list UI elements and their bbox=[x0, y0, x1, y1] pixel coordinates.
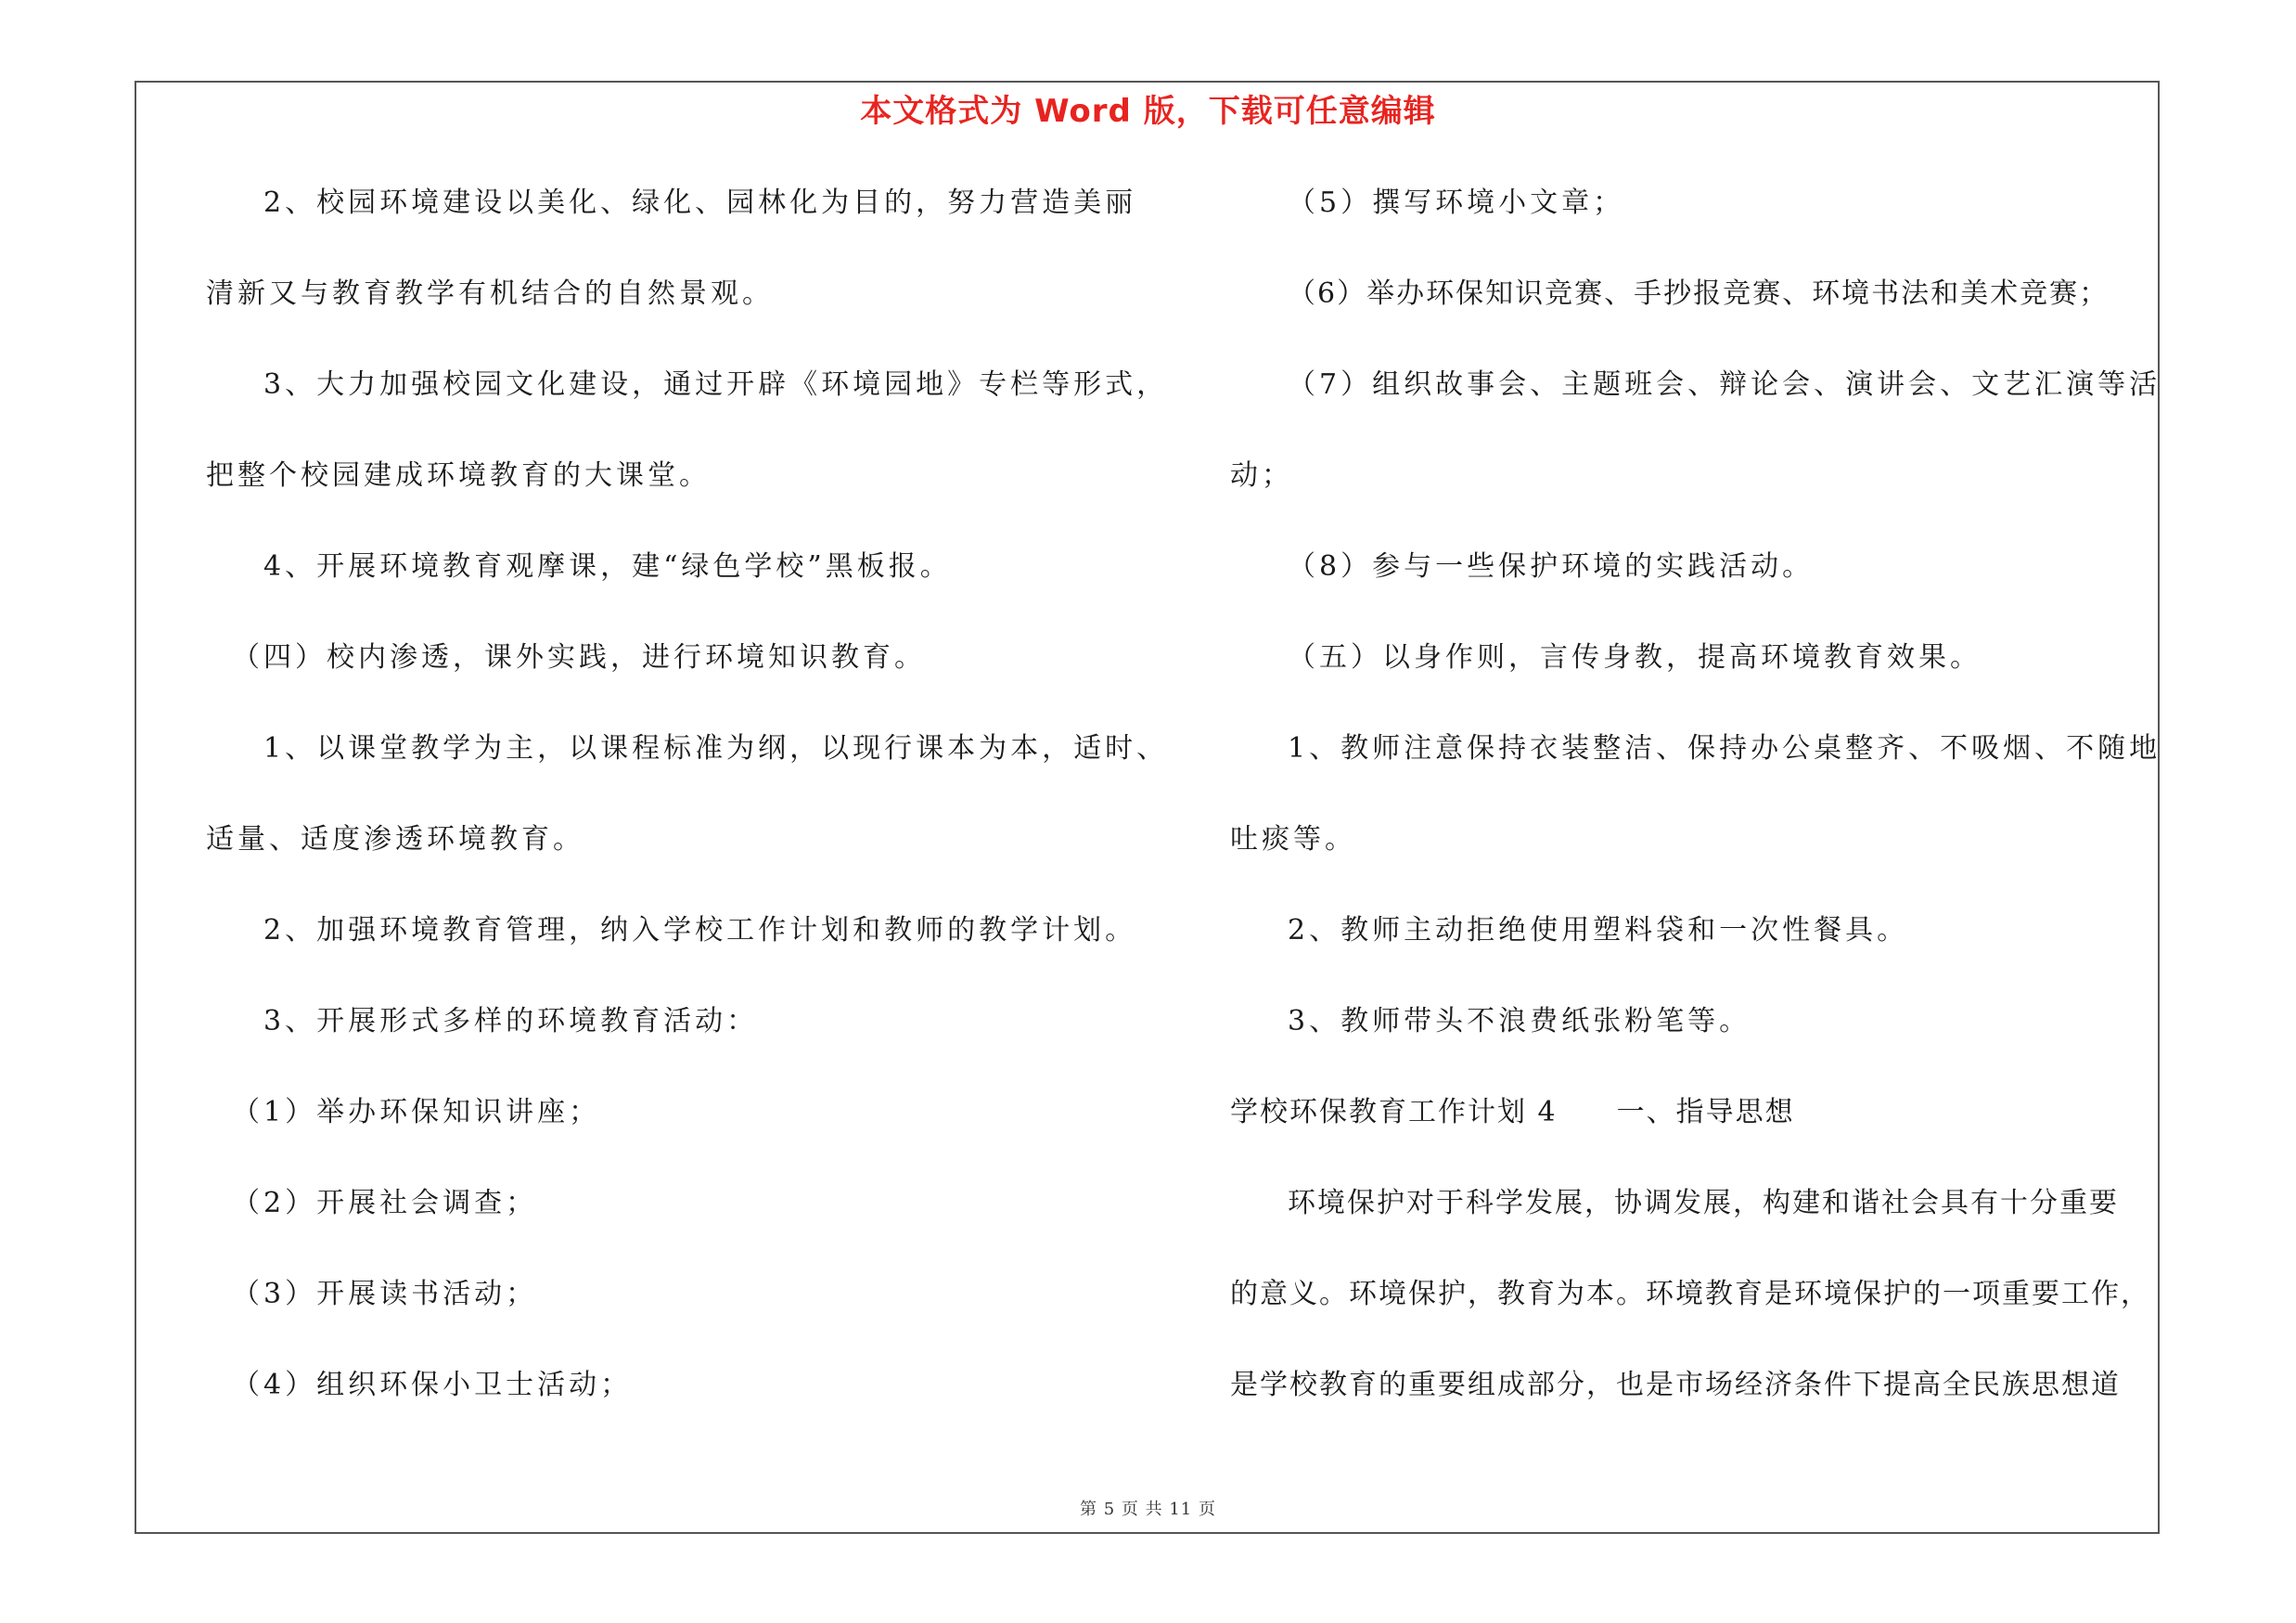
left-line-7: 1、以课堂教学为主，以课程标准为纲，以现行课本为本，适时、 bbox=[263, 732, 1169, 765]
right-line-7: 1、教师注意保持衣装整洁、保持办公桌整齐、不吸烟、不随地 bbox=[1288, 732, 2161, 765]
left-line-3: 3、大力加强校园文化建设，通过开辟《环境园地》专栏等形式， bbox=[263, 368, 1169, 401]
left-line-4: 把整个校园建成环境教育的大课堂。 bbox=[206, 459, 711, 492]
left-line-11: （1）举办环保知识讲座； bbox=[232, 1096, 601, 1128]
right-line-5: （8）参与一些保护环境的实践活动。 bbox=[1288, 550, 1815, 583]
right-line-8: 吐痰等。 bbox=[1230, 823, 1356, 856]
left-line-2: 清新又与教育教学有机结合的自然景观。 bbox=[206, 277, 774, 310]
left-line-10: 3、开展形式多样的环境教育活动： bbox=[263, 1005, 759, 1037]
left-line-8: 适量、适度渗透环境教育。 bbox=[206, 823, 584, 856]
left-line-5: 4、开展环境教育观摩课，建“绿色学校”黑板报。 bbox=[263, 550, 952, 583]
left-line-14: （4）组织环保小卫士活动； bbox=[232, 1369, 633, 1401]
right-line-4: 动； bbox=[1230, 459, 1293, 492]
right-line-1: （5）撰写环境小文章； bbox=[1288, 187, 1625, 219]
right-line-9: 2、教师主动拒绝使用塑料袋和一次性餐具。 bbox=[1288, 914, 1909, 947]
left-line-6: （四）校内渗透，课外实践，进行环境知识教育。 bbox=[232, 641, 926, 674]
left-line-13: （3）开展读书活动； bbox=[232, 1278, 538, 1310]
left-line-1: 2、校园环境建设以美化、绿化、园林化为目的，努力营造美丽 bbox=[263, 187, 1137, 219]
right-line-10: 3、教师带头不浪费纸张粉笔等。 bbox=[1288, 1005, 1751, 1037]
right-line-13: 的意义。环境保护，教育为本。环境教育是环境保护的一项重要工作， bbox=[1230, 1278, 2150, 1310]
page-number-footer: 第 5 页 共 11 页 bbox=[1080, 1500, 1216, 1519]
left-line-12: （2）开展社会调查； bbox=[232, 1187, 538, 1219]
right-line-2: （6）举办环保知识竞赛、手抄报竞赛、环境书法和美术竞赛； bbox=[1288, 277, 2110, 310]
right-line-6: （五）以身作则，言传身教，提高环境教育效果。 bbox=[1288, 641, 1982, 674]
right-line-14: 是学校教育的重要组成部分，也是市场经济条件下提高全民族思想道 bbox=[1230, 1369, 2121, 1401]
right-line-11: 学校环保教育工作计划 4 一、指导思想 bbox=[1230, 1096, 1795, 1128]
right-line-3: （7）组织故事会、主题班会、辩论会、演讲会、文艺汇演等活 bbox=[1288, 368, 2161, 401]
right-line-12: 环境保护对于科学发展，协调发展，构建和谐社会具有十分重要 bbox=[1288, 1187, 2119, 1219]
format-notice-banner: 本文格式为 Word 版，下载可任意编辑 bbox=[860, 93, 1436, 130]
left-line-9: 2、加强环境教育管理，纳入学校工作计划和教师的教学计划。 bbox=[263, 914, 1137, 947]
